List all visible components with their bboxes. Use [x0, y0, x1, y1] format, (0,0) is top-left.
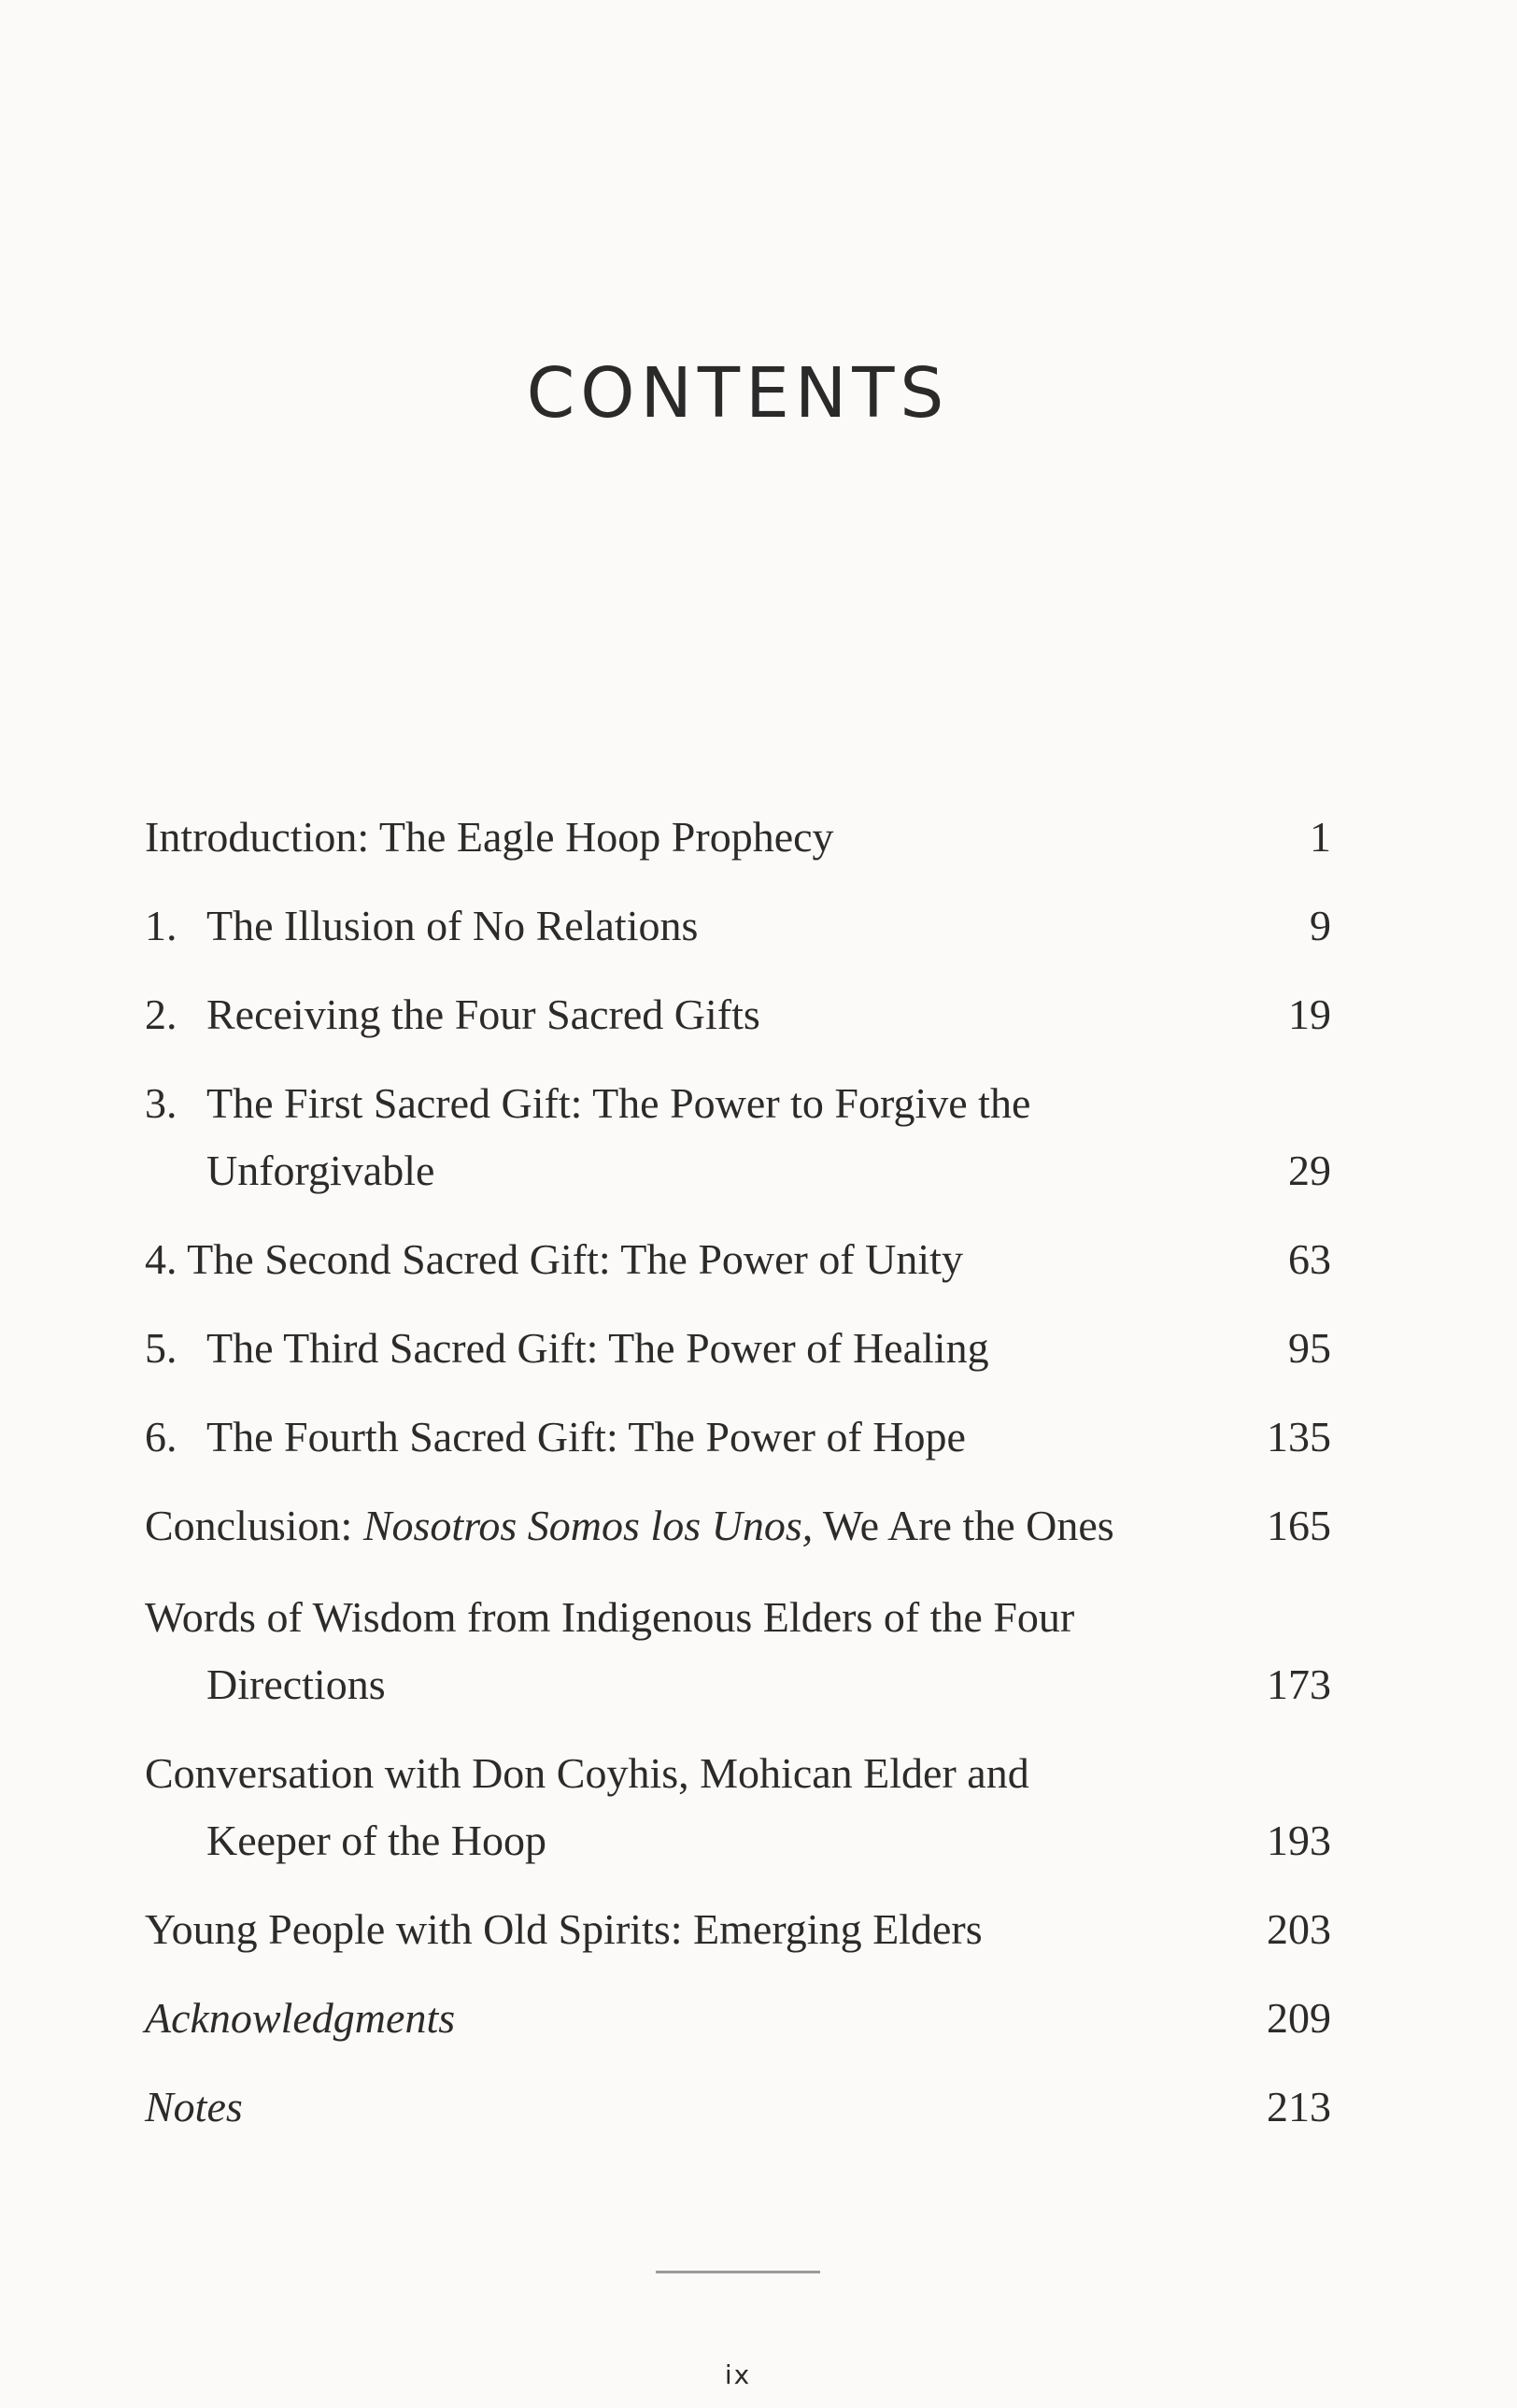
chapter-number: 1. — [145, 902, 177, 949]
entry-title: The Second Sacred Gift: The Power of Unity — [187, 1235, 963, 1283]
entry-title: Acknowledgments — [145, 1994, 456, 2042]
entry-title: The Fourth Sacred Gift: The Power of Hope — [206, 1413, 966, 1460]
entry-title-line — [145, 1492, 1331, 1560]
toc-entry-words-of-wisdom[interactable] — [145, 1584, 1331, 1718]
entry-page-number: 203 — [1267, 1905, 1331, 1953]
entry-page-number: 29 — [1288, 1147, 1331, 1194]
entry-title-line — [145, 1226, 1331, 1293]
entry-title-prefix: Conclusion: — [145, 1502, 363, 1549]
toc-entry-chapter-4[interactable] — [145, 1226, 1331, 1293]
entry-page-number: 173 — [1267, 1660, 1331, 1708]
entry-title-italic: Nosotros Somos los Unos, — [362, 1502, 814, 1549]
toc-entry-chapter-6[interactable] — [145, 1403, 1331, 1471]
entry-title-continuation: Keeper of the Hoop — [206, 1817, 547, 1864]
toc-entry-chapter-5[interactable] — [145, 1315, 1331, 1382]
entry-title: Notes — [145, 2083, 243, 2130]
entry-title: Young People with Old Spirits: Emerging Elders — [145, 1905, 983, 1953]
entry-page-number: 63 — [1288, 1235, 1331, 1283]
entry-title: Words of Wisdom from Indigenous Elders of the Four — [145, 1593, 1075, 1641]
entry-title-line — [145, 1070, 1331, 1204]
toc-entry-notes[interactable] — [145, 2073, 1331, 2141]
entry-page-number: 193 — [1267, 1817, 1331, 1864]
table-of-contents — [145, 804, 1331, 2162]
entry-title: The Illusion of No Relations — [206, 902, 699, 949]
toc-entry-chapter-1[interactable] — [145, 892, 1331, 960]
entry-page-number: 95 — [1288, 1324, 1331, 1372]
toc-entry-conclusion[interactable] — [145, 1492, 1331, 1560]
chapter-number: 6. — [145, 1413, 177, 1460]
entry-title: Receiving the Four Sacred Gifts — [206, 990, 760, 1038]
entry-title-line — [145, 1403, 1331, 1471]
page-folio: ix — [724, 2359, 752, 2390]
chapter-number: 2. — [145, 990, 177, 1038]
entry-page-number: 213 — [1267, 2083, 1331, 2130]
entry-title: The First Sacred Gift: The Power to Forgive the — [206, 1079, 1031, 1127]
entry-page-number: 165 — [1267, 1502, 1331, 1549]
entry-page-number: 135 — [1267, 1413, 1331, 1460]
entry-title-line — [145, 892, 1331, 960]
entry-page-number: 19 — [1288, 990, 1331, 1038]
footer-divider — [656, 2271, 820, 2273]
entry-title-continuation: Directions — [206, 1660, 386, 1708]
chapter-number: 3. — [145, 1079, 177, 1127]
entry-title-line — [145, 981, 1331, 1048]
entry-title-line — [145, 1584, 1331, 1718]
toc-entry-chapter-3[interactable] — [145, 1070, 1331, 1204]
entry-title-suffix: We Are the Ones — [813, 1502, 1114, 1549]
entry-page-number: 1 — [1310, 813, 1331, 861]
entry-title-continuation: Unforgivable — [206, 1147, 435, 1194]
toc-entry-young-people[interactable] — [145, 1896, 1331, 1963]
entry-title-line — [145, 1315, 1331, 1382]
chapter-number: 5. — [145, 1324, 177, 1372]
chapter-number: 4. — [145, 1235, 177, 1283]
toc-entry-conversation[interactable] — [145, 1740, 1331, 1874]
toc-entry-chapter-2[interactable] — [145, 981, 1331, 1048]
entry-title: Introduction: The Eagle Hoop Prophecy — [145, 813, 834, 861]
toc-entry-acknowledgments[interactable] — [145, 1985, 1331, 2052]
entry-title: Conversation with Don Coyhis, Mohican Elder and — [145, 1749, 1029, 1797]
entry-page-number: 9 — [1310, 902, 1331, 949]
entry-page-number: 209 — [1267, 1994, 1331, 2042]
page-title: CONTENTS — [526, 353, 950, 434]
toc-entry-introduction[interactable] — [145, 804, 1331, 871]
entry-title-line — [145, 1740, 1331, 1874]
entry-title: The Third Sacred Gift: The Power of Healing — [206, 1324, 989, 1372]
